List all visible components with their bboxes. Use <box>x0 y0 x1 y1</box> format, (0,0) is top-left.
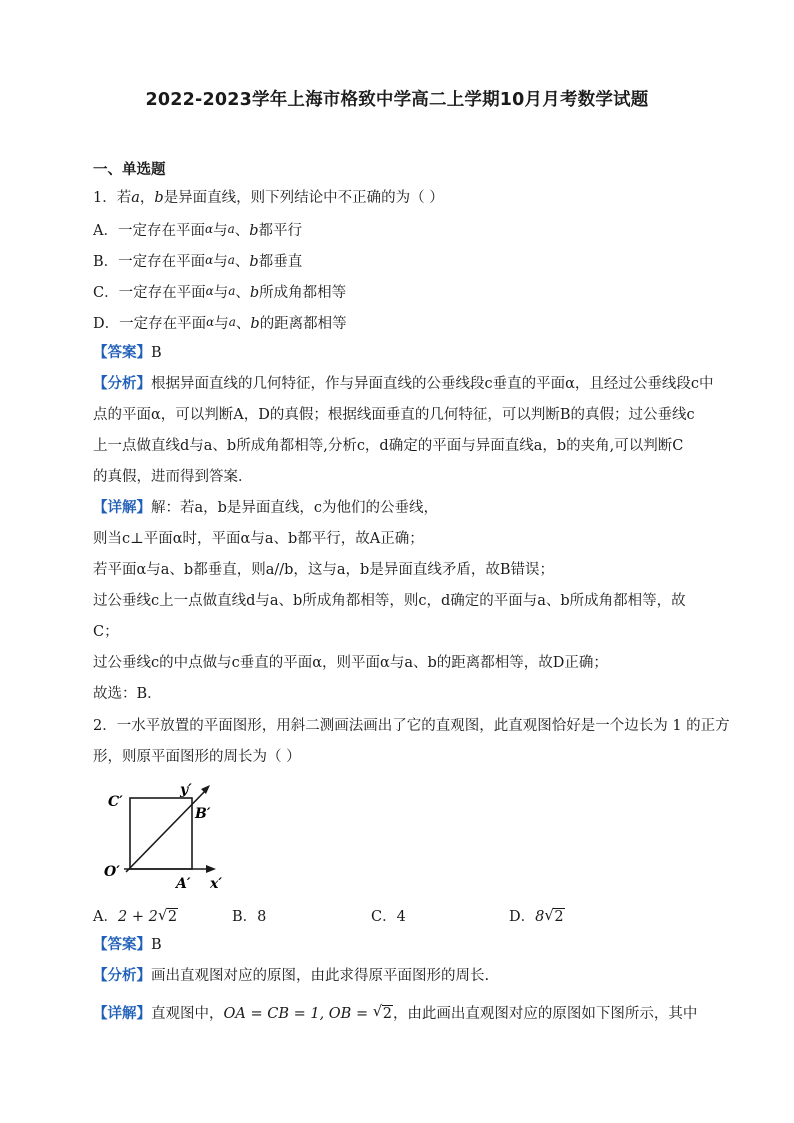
q1-analysis-line-1: 【分析】根据异面直线的几何特征，作与异面直线的公垂线段c垂直的平面α，且经过公垂线段c中 <box>93 375 714 392</box>
q1-stem: 1．若a，b是异面直线，则下列结论中不正确的为（ ） <box>93 190 444 206</box>
q2-choice-a: A．2 + 2 √ 2 <box>93 906 178 925</box>
y-axis <box>126 788 208 872</box>
q1-option-d: D．一定存在平面α与a、b的距离都相等 <box>93 315 347 332</box>
page-title: 2022-2023学年上海市格致中学高二上学期10月月考数学试题 <box>145 90 649 110</box>
q1-detail-line-3: 若平面α与a、b都垂直，则a//b，这与a，b是异面直线矛盾，故B错误； <box>93 562 554 578</box>
label-b: B′ <box>195 806 211 822</box>
q2-stem-line-1: 2．一水平放置的平面图形，用斜二测画法画出了它的直观图，此直观图恰好是一个边长为 1 的正方 <box>93 718 730 734</box>
q1-option-c: C．一定存在平面α与a、b所成角都相等 <box>93 284 347 301</box>
x-axis-arrowhead <box>206 865 216 873</box>
q1-option-b: B．一定存在平面α与a、b都垂直 <box>93 253 303 270</box>
q1-detail-line-6: 过公垂线c的中点做与c垂直的平面α，则平面α与a、b的距离都相等，故D正确； <box>93 655 608 671</box>
label-c: C′ <box>108 794 123 810</box>
detail-tag: 【详解】 <box>93 1005 151 1022</box>
q2-choice-c: C．4 <box>371 909 406 925</box>
analysis-tag: 【分析】 <box>93 375 151 392</box>
answer-tag: 【答案】 <box>93 344 151 361</box>
detail-tag: 【详解】 <box>93 499 151 516</box>
q1-answer: 【答案】B <box>93 344 162 361</box>
q1-analysis-line-4: 的真假，进而得到答案． <box>93 469 253 485</box>
sqrt-symbol: √ 2 <box>544 906 564 925</box>
q1-option-a: A．一定存在平面α与a、b都平行 <box>93 222 303 239</box>
label-y: y′ <box>180 782 192 798</box>
sqrt-symbol: √ 2 <box>372 1002 392 1022</box>
q2-choices <box>93 905 713 927</box>
q2-stem-line-2: 形，则原平面图形的周长为（ ） <box>93 749 301 765</box>
label-x: x′ <box>210 876 223 892</box>
section-heading: 一、单选题 <box>93 162 166 178</box>
q1-detail-line-4: 过公垂线c上一点做直线d与a、b所成角都相等，则c，d确定的平面与a、b所成角都相等，故 <box>93 593 686 609</box>
q1-detail-line-7: 故选：B． <box>93 686 162 702</box>
q2-answer: 【答案】B <box>93 936 162 953</box>
q1-analysis-line-3: 上一点做直线d与a、b所成角都相等,分析c，d确定的平面与异面直线a，b的夹角,可以判断C <box>93 438 684 454</box>
q1-analysis-line-2: 点的平面α，可以判断A，D的真假；根据线面垂直的几何特征，可以判断B的真假；过公垂线c <box>93 407 695 423</box>
answer-tag: 【答案】 <box>93 936 151 953</box>
sqrt-symbol: √ 2 <box>157 906 178 925</box>
q1-detail-line-1: 【详解】解：若a，b是异面直线，c为他们的公垂线， <box>93 499 439 516</box>
q2-analysis: 【分析】画出直观图对应的原图，由此求得原平面图形的周长. <box>93 967 490 984</box>
label-a: A′ <box>176 876 191 892</box>
analysis-tag: 【分析】 <box>93 967 151 984</box>
q2-choice-d: D．8 √ 2 <box>509 906 564 925</box>
q1-detail-line-2: 则当c⊥平面α时，平面α与a、b都平行，故A正确； <box>93 531 424 547</box>
q1-detail-line-5: C； <box>93 624 119 640</box>
oblique-square-figure <box>100 780 240 895</box>
q2-choice-b: B．8 <box>232 909 267 925</box>
q2-detail: 【详解】直观图中，OA = CB = 1, OB = √ 2，由此画出直观图对应的原图如下图所示，其中 <box>93 1002 698 1022</box>
label-o: O′ <box>104 864 120 880</box>
